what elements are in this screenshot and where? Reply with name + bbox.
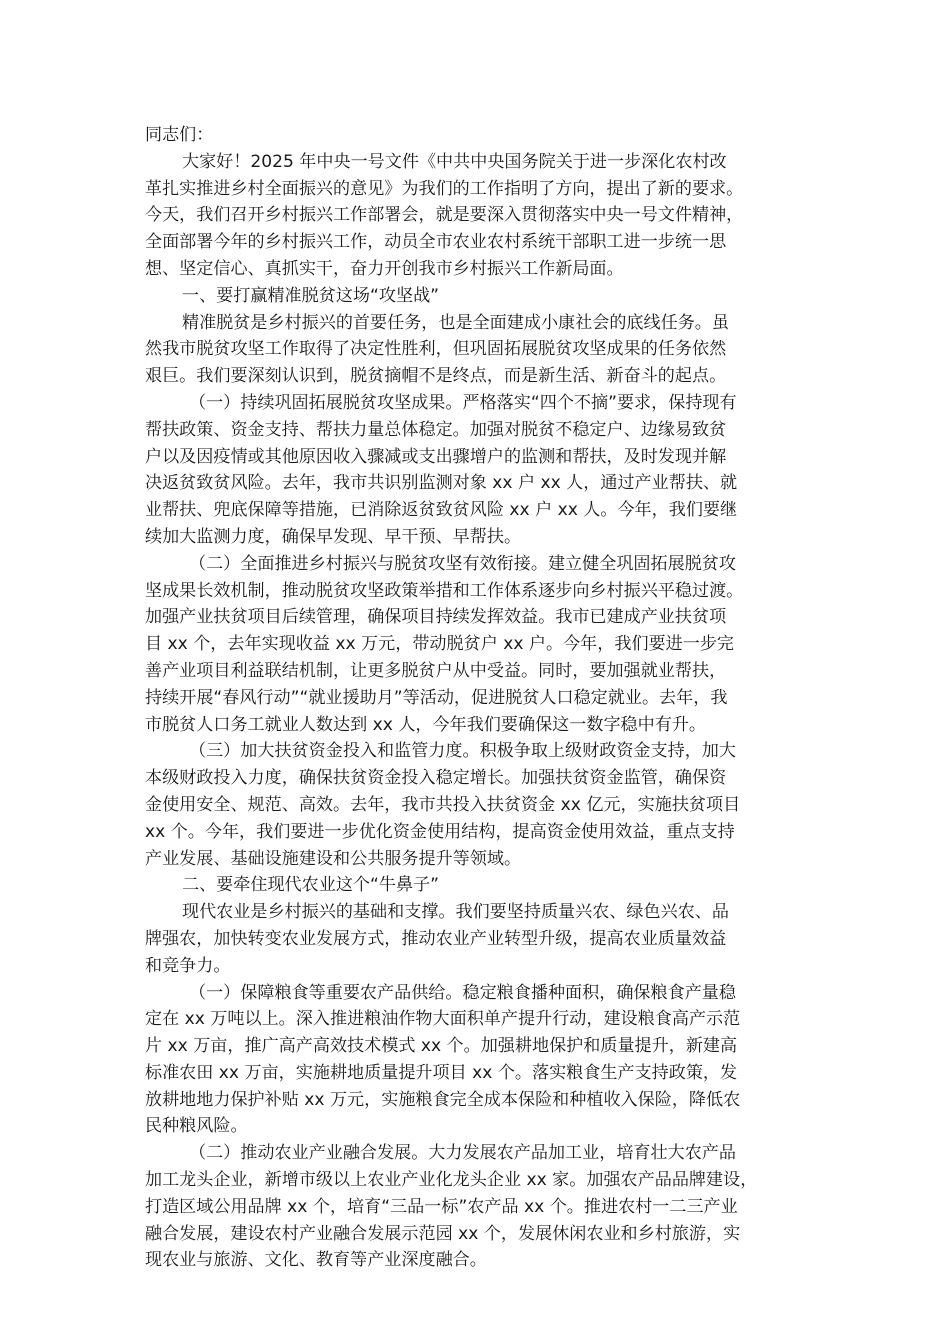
text-line: 市脱贫人口务工就业人数达到 xx 人，今年我们要确保这一数字稳中有升。 [145,714,707,735]
section-1-item-3 [145,738,813,872]
text-line: 放耕地地力保护补贴 xx 万元，实施粮食完全成本保险和种植收入保险，降低农 [145,1089,741,1110]
text-line: 打造区域公用品牌 xx 个，培育“三品一标”农产品 xx 个。推进农村一二三产业 [145,1196,738,1217]
text-line: （二）推动农业产业融合发展。大力发展农产品加工业，培育壮大农产品 [189,1143,736,1164]
text-line: 融合发展，建设农村产业融合发展示范园 xx 个，发展休闲农业和乡村旅游，实 [145,1223,741,1244]
text-line: （一）持续巩固拓展脱贫攻坚成果。严格落实“四个不摘”要求，保持现有 [189,392,737,413]
text-line: 然我市脱贫攻坚工作取得了决定性胜利，但巩固拓展脱贫攻坚成果的任务依然 [145,339,727,360]
text-line: 帮扶政策、资金支持、帮扶力量总体稳定。加强对脱贫不稳定户、边缘易致贫 [145,419,727,440]
text-line: 持续开展“春风行动”“就业援助月”等活动，促进脱贫人口稳定就业。去年，我 [145,687,728,708]
section-heading-2: 二、要牵住现代农业这个“牛鼻子” [182,875,440,896]
text-line: 精准脱贫是乡村振兴的首要任务，也是全面建成小康社会的底线任务。虽 [182,312,729,333]
text-line: 和竞争力。 [145,955,231,976]
text-line: 革扎实推进乡村全面振兴的意见》为我们的工作指明了方向，提出了新的要求。 [145,178,744,199]
intro-paragraph [145,149,813,283]
text-line: （三）加大扶贫资金投入和监管力度。积极争取上级财政资金支持，加大 [189,741,736,762]
text-line: 户以及因疫情或其他原因收入骤减或支出骤增户的监测和帮扶，及时发现并解 [145,446,727,467]
text-line: 加强产业扶贫项目后续管理，确保项目持续发挥效益。我市已建成产业扶贫项 [145,607,727,628]
text-line: xx 个。今年，我们要进一步优化资金使用结构，提高资金使用效益，重点支持 [145,821,735,842]
text-line: 定在 xx 万吨以上。深入推进粮油作物大面积单产提升行动，建设粮食高产示范 [145,1009,741,1030]
text-line: 片 xx 万亩，推广高产高效技术模式 xx 个。加强耕地保护和质量提升，新建高 [145,1036,738,1057]
text-line: 标准农田 xx 万亩，实施耕地质量提升项目 xx 个。落实粮食生产支持政策，发 [145,1062,738,1083]
text-line: 现农业与旅游、文化、教育等产业深度融合。 [145,1250,487,1271]
text-line: 善产业项目利益联结机制，让更多脱贫户从中受益。同时，要加强就业帮扶， [145,660,727,681]
section-1-item-2 [145,551,813,739]
text-line: 牌强农，加快转变农业发展方式，推动农业产业转型升级，提高农业质量效益 [145,928,727,949]
text-line: 决返贫致贫风险。去年，我市共识别监测对象 xx 户 xx 人，通过产业帮扶、就 [145,473,738,494]
text-line: 大家好！2025 年中央一号文件《中共中央国务院关于进一步深化农村改 [182,151,727,172]
text-line: 坚成果长效机制，推动脱贫攻坚政策举措和工作体系逐步向乡村振兴平稳过渡。 [145,580,744,601]
text-line: 目 xx 个，去年实现收益 xx 万元，带动脱贫户 xx 户。今年，我们要进一步完 [145,634,735,655]
section-2-intro [145,899,813,979]
text-line: （二）全面推进乡村振兴与脱贫攻坚有效衔接。建立健全巩固拓展脱贫攻 [189,553,736,574]
text-line: 金使用安全、规范、高效。去年，我市共投入扶贫资金 xx 亿元，实施扶贫项目 [145,794,741,815]
section-2-item-2 [145,1140,813,1274]
text-line: 现代农业是乡村振兴的基础和支撑。我们要坚持质量兴农、绿色兴农、品 [182,902,729,923]
section-2-item-1 [145,980,813,1141]
text-line: 民种粮风险。 [145,1116,248,1137]
section-heading-1: 一、要打赢精准脱贫这场“攻坚战” [182,285,440,306]
text-line: 业帮扶、兜底保障等措施，已消除返贫致贫风险 xx 户 xx 人。今年，我们要继 [145,500,738,521]
section-1-item-1 [145,390,813,551]
text-line: 加工龙头企业，新增市级以上农业产业化龙头企业 xx 家。加强农产品品牌建设， [145,1170,758,1191]
text-line: 产业发展、基础设施建设和公共服务提升等领域。 [145,848,522,869]
text-line: 今天，我们召开乡村振兴工作部署会，就是要深入贯彻落实中央一号文件精神， [145,205,744,226]
greeting: 同志们： [145,125,214,145]
section-1-intro [145,310,813,390]
document-body [145,122,813,1274]
text-line: 续加大监测力度，确保早发现、早干预、早帮扶。 [145,526,522,547]
text-line: 全面部署今年的乡村振兴工作，动员全市农业农村系统干部职工进一步统一思 [145,232,727,253]
text-line: 想、坚定信心、真抓实干，奋力开创我市乡村振兴工作新局面。 [145,258,624,279]
text-line: 本级财政投入力度，确保扶贫资金投入稳定增长。加强扶贫资金监管，确保资 [145,768,727,789]
text-line: 艰巨。我们要深刻认识到，脱贫摘帽不是终点，而是新生活、新奋斗的起点。 [145,366,727,387]
text-line: （一）保障粮食等重要农产品供给。稳定粮食播种面积，确保粮食产量稳 [189,982,736,1003]
